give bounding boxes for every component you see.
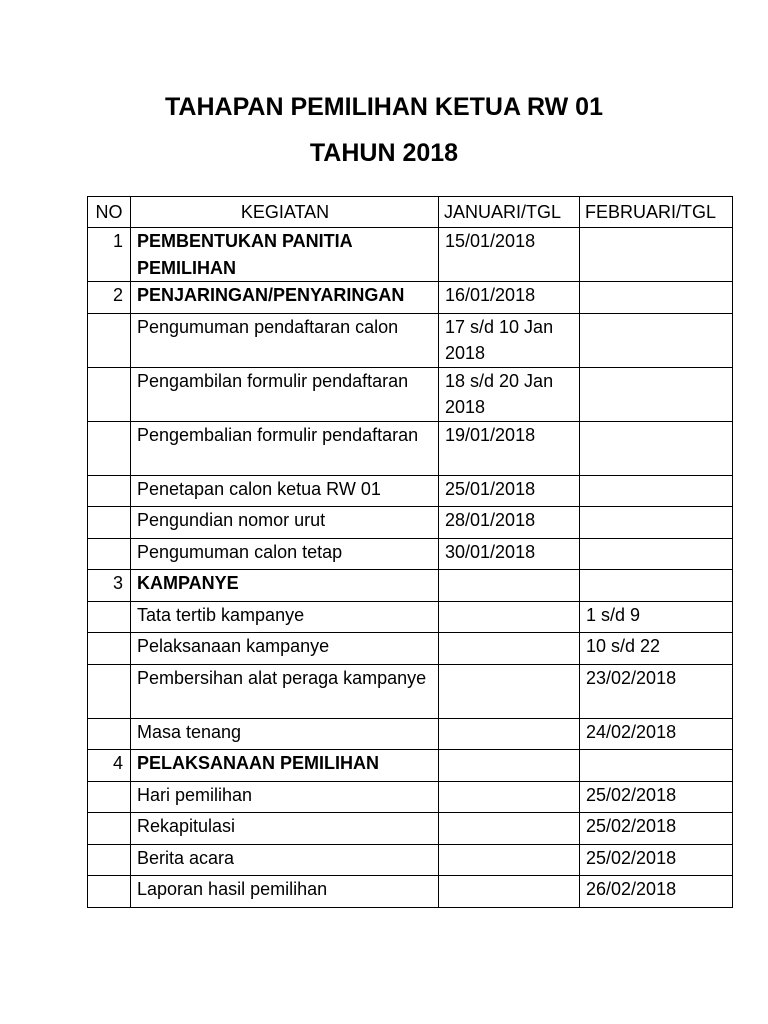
row-januari bbox=[439, 781, 580, 813]
row-no: 3 bbox=[88, 570, 131, 602]
row-januari bbox=[439, 601, 580, 633]
row-kegiatan: Masa tenang bbox=[131, 718, 439, 750]
row-januari bbox=[439, 876, 580, 908]
row-kegiatan: Pembersihan alat peraga kampanye bbox=[131, 664, 439, 718]
row-no bbox=[88, 507, 131, 539]
table-row bbox=[88, 421, 733, 475]
row-kegiatan: Hari pemilihan bbox=[131, 781, 439, 813]
row-januari bbox=[439, 664, 580, 718]
document-title: TAHAPAN PEMILIHAN KETUA RW 01 bbox=[165, 93, 603, 121]
table-row bbox=[88, 664, 733, 718]
row-kegiatan: Pengumuman calon tetap bbox=[131, 538, 439, 570]
table-body bbox=[88, 228, 733, 908]
row-januari: 17 s/d 10 Jan 2018 bbox=[439, 313, 580, 367]
table-row bbox=[88, 601, 733, 633]
row-februari bbox=[580, 282, 733, 314]
row-kegiatan: PENJARINGAN/PENYARINGAN bbox=[131, 282, 439, 314]
row-no: 1 bbox=[88, 228, 131, 282]
row-januari: 18 s/d 20 Jan 2018 bbox=[439, 367, 580, 421]
row-februari: 23/02/2018 bbox=[580, 664, 733, 718]
table-row bbox=[88, 750, 733, 782]
row-kegiatan: Pengundian nomor urut bbox=[131, 507, 439, 539]
table-row bbox=[88, 633, 733, 665]
row-kegiatan: PEMBENTUKAN PANITIA PEMILIHAN bbox=[131, 228, 439, 282]
row-no: 4 bbox=[88, 750, 131, 782]
table-row bbox=[88, 844, 733, 876]
row-januari bbox=[439, 750, 580, 782]
table-row bbox=[88, 570, 733, 602]
header-februari: FEBRUARI/TGL bbox=[580, 197, 733, 228]
row-januari: 15/01/2018 bbox=[439, 228, 580, 282]
table-row bbox=[88, 876, 733, 908]
row-februari: 25/02/2018 bbox=[580, 813, 733, 845]
row-no bbox=[88, 601, 131, 633]
table-row bbox=[88, 367, 733, 421]
row-no bbox=[88, 538, 131, 570]
row-februari: 10 s/d 22 bbox=[580, 633, 733, 665]
header-no: NO bbox=[88, 197, 131, 228]
row-no bbox=[88, 421, 131, 475]
row-februari bbox=[580, 228, 733, 282]
row-kegiatan: Penetapan calon ketua RW 01 bbox=[131, 475, 439, 507]
row-kegiatan: Laporan hasil pemilihan bbox=[131, 876, 439, 908]
row-kegiatan: Pengumuman pendaftaran calon bbox=[131, 313, 439, 367]
row-februari bbox=[580, 475, 733, 507]
table-row bbox=[88, 228, 733, 282]
row-no bbox=[88, 367, 131, 421]
row-no bbox=[88, 664, 131, 718]
row-februari bbox=[580, 570, 733, 602]
row-februari bbox=[580, 750, 733, 782]
row-no bbox=[88, 475, 131, 507]
row-no bbox=[88, 633, 131, 665]
row-februari bbox=[580, 367, 733, 421]
row-februari bbox=[580, 313, 733, 367]
row-februari: 25/02/2018 bbox=[580, 781, 733, 813]
header-januari: JANUARI/TGL bbox=[439, 197, 580, 228]
row-januari bbox=[439, 718, 580, 750]
row-no bbox=[88, 781, 131, 813]
row-februari bbox=[580, 538, 733, 570]
schedule-table bbox=[87, 196, 733, 908]
row-kegiatan: Berita acara bbox=[131, 844, 439, 876]
row-januari: 16/01/2018 bbox=[439, 282, 580, 314]
table-header bbox=[88, 197, 733, 228]
table-row bbox=[88, 313, 733, 367]
table-row bbox=[88, 718, 733, 750]
row-januari bbox=[439, 633, 580, 665]
header-row bbox=[88, 197, 733, 228]
row-februari bbox=[580, 507, 733, 539]
row-kegiatan: Rekapitulasi bbox=[131, 813, 439, 845]
row-kegiatan: Pengambilan formulir pendaftaran bbox=[131, 367, 439, 421]
document-subtitle-year: TAHUN 2018 bbox=[309, 139, 459, 167]
row-kegiatan: Tata tertib kampanye bbox=[131, 601, 439, 633]
row-februari: 24/02/2018 bbox=[580, 718, 733, 750]
row-no bbox=[88, 876, 131, 908]
row-no bbox=[88, 718, 131, 750]
header-kegiatan: KEGIATAN bbox=[131, 197, 439, 228]
table-row bbox=[88, 781, 733, 813]
row-kegiatan: Pengembalian formulir pendaftaran bbox=[131, 421, 439, 475]
table-row bbox=[88, 813, 733, 845]
row-januari: 19/01/2018 bbox=[439, 421, 580, 475]
row-no bbox=[88, 813, 131, 845]
row-januari bbox=[439, 813, 580, 845]
row-januari: 28/01/2018 bbox=[439, 507, 580, 539]
row-kegiatan: PELAKSANAAN PEMILIHAN bbox=[131, 750, 439, 782]
row-no bbox=[88, 313, 131, 367]
row-no bbox=[88, 844, 131, 876]
row-kegiatan: KAMPANYE bbox=[131, 570, 439, 602]
table-row bbox=[88, 507, 733, 539]
table-row bbox=[88, 282, 733, 314]
row-januari: 25/01/2018 bbox=[439, 475, 580, 507]
table-row bbox=[88, 538, 733, 570]
row-no: 2 bbox=[88, 282, 131, 314]
row-januari: 30/01/2018 bbox=[439, 538, 580, 570]
row-februari bbox=[580, 421, 733, 475]
row-februari: 26/02/2018 bbox=[580, 876, 733, 908]
row-januari bbox=[439, 570, 580, 602]
table-row bbox=[88, 475, 733, 507]
row-februari: 25/02/2018 bbox=[580, 844, 733, 876]
row-kegiatan: Pelaksanaan kampanye bbox=[131, 633, 439, 665]
row-januari bbox=[439, 844, 580, 876]
row-februari: 1 s/d 9 bbox=[580, 601, 733, 633]
